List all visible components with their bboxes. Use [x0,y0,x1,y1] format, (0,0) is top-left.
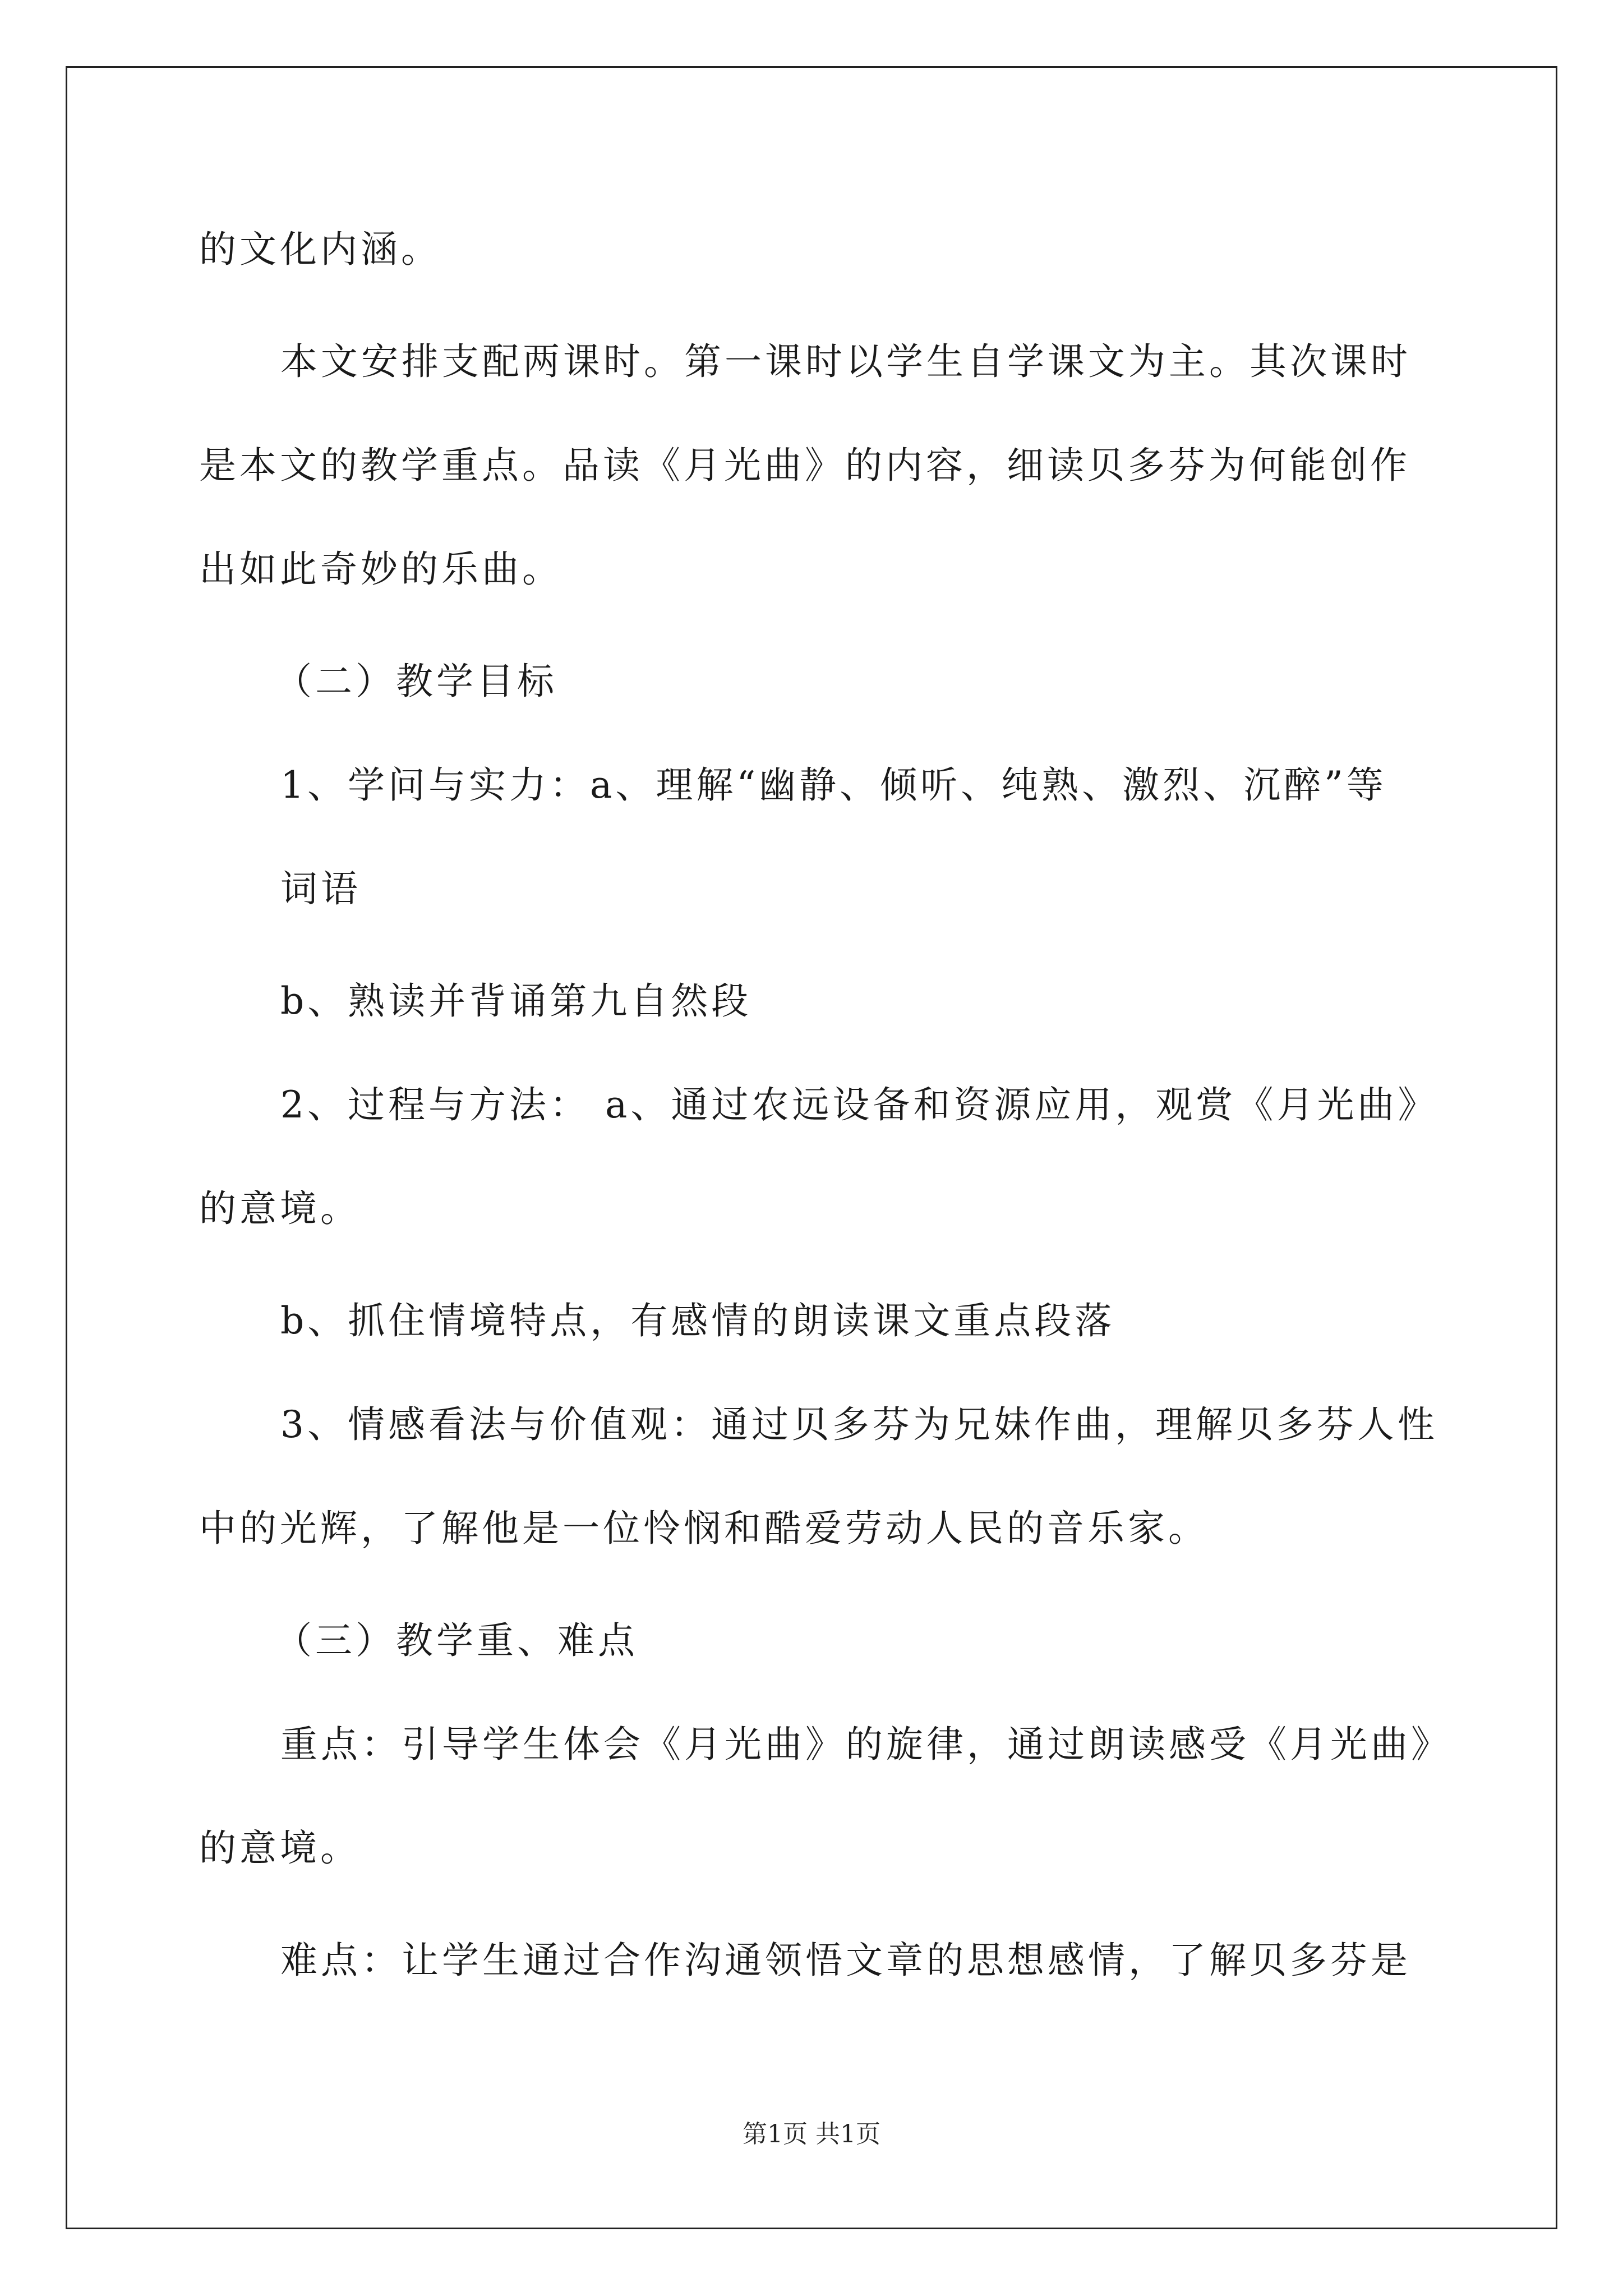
page-footer: 第1页 共1页 [743,2120,880,2148]
text-line: 出如此奇妙的乐曲。 [199,547,562,591]
text-line: 中的光辉，了解他是一位怜悯和酷爱劳动人民的音乐家。 [199,1507,1209,1550]
page-border [66,66,1557,2229]
text-line: 的文化内涵。 [199,228,441,271]
text-line: 1、学问与实力：a、理解“幽静、倾听、纯熟、激烈、沉醉”等 [280,763,1387,807]
text-line: 本文安排支配两课时。第一课时以学生自学课文为主。其次课时 [280,340,1411,383]
text-line: b、抓住情境特点，有感情的朗读课文重点段落 [280,1299,1115,1342]
section-heading: （三）教学重、难点 [275,1619,638,1662]
section-heading: （二）教学目标 [275,660,557,703]
text-line: 的意境。 [199,1187,361,1230]
text-line: 词语 [280,867,361,910]
text-line: b、熟读并背诵第九自然段 [280,979,752,1023]
text-line: 的意境。 [199,1826,361,1870]
text-line: 是本文的教学重点。品读《月光曲》的内容，细读贝多芬为何能创作 [199,444,1410,487]
text-line: 3、情感看法与价值观：通过贝多芬为兄妹作曲，理解贝多芬人性 [280,1403,1438,1446]
text-line: 难点：让学生通过合作沟通领悟文章的思想感情，了解贝多芬是 [280,1939,1411,1982]
text-line: 重点：引导学生体会《月光曲》的旋律，通过朗读感受《月光曲》 [280,1723,1451,1766]
text-line: 2、过程与方法： a、通过农远设备和资源应用，观赏《月光曲》 [280,1083,1438,1126]
